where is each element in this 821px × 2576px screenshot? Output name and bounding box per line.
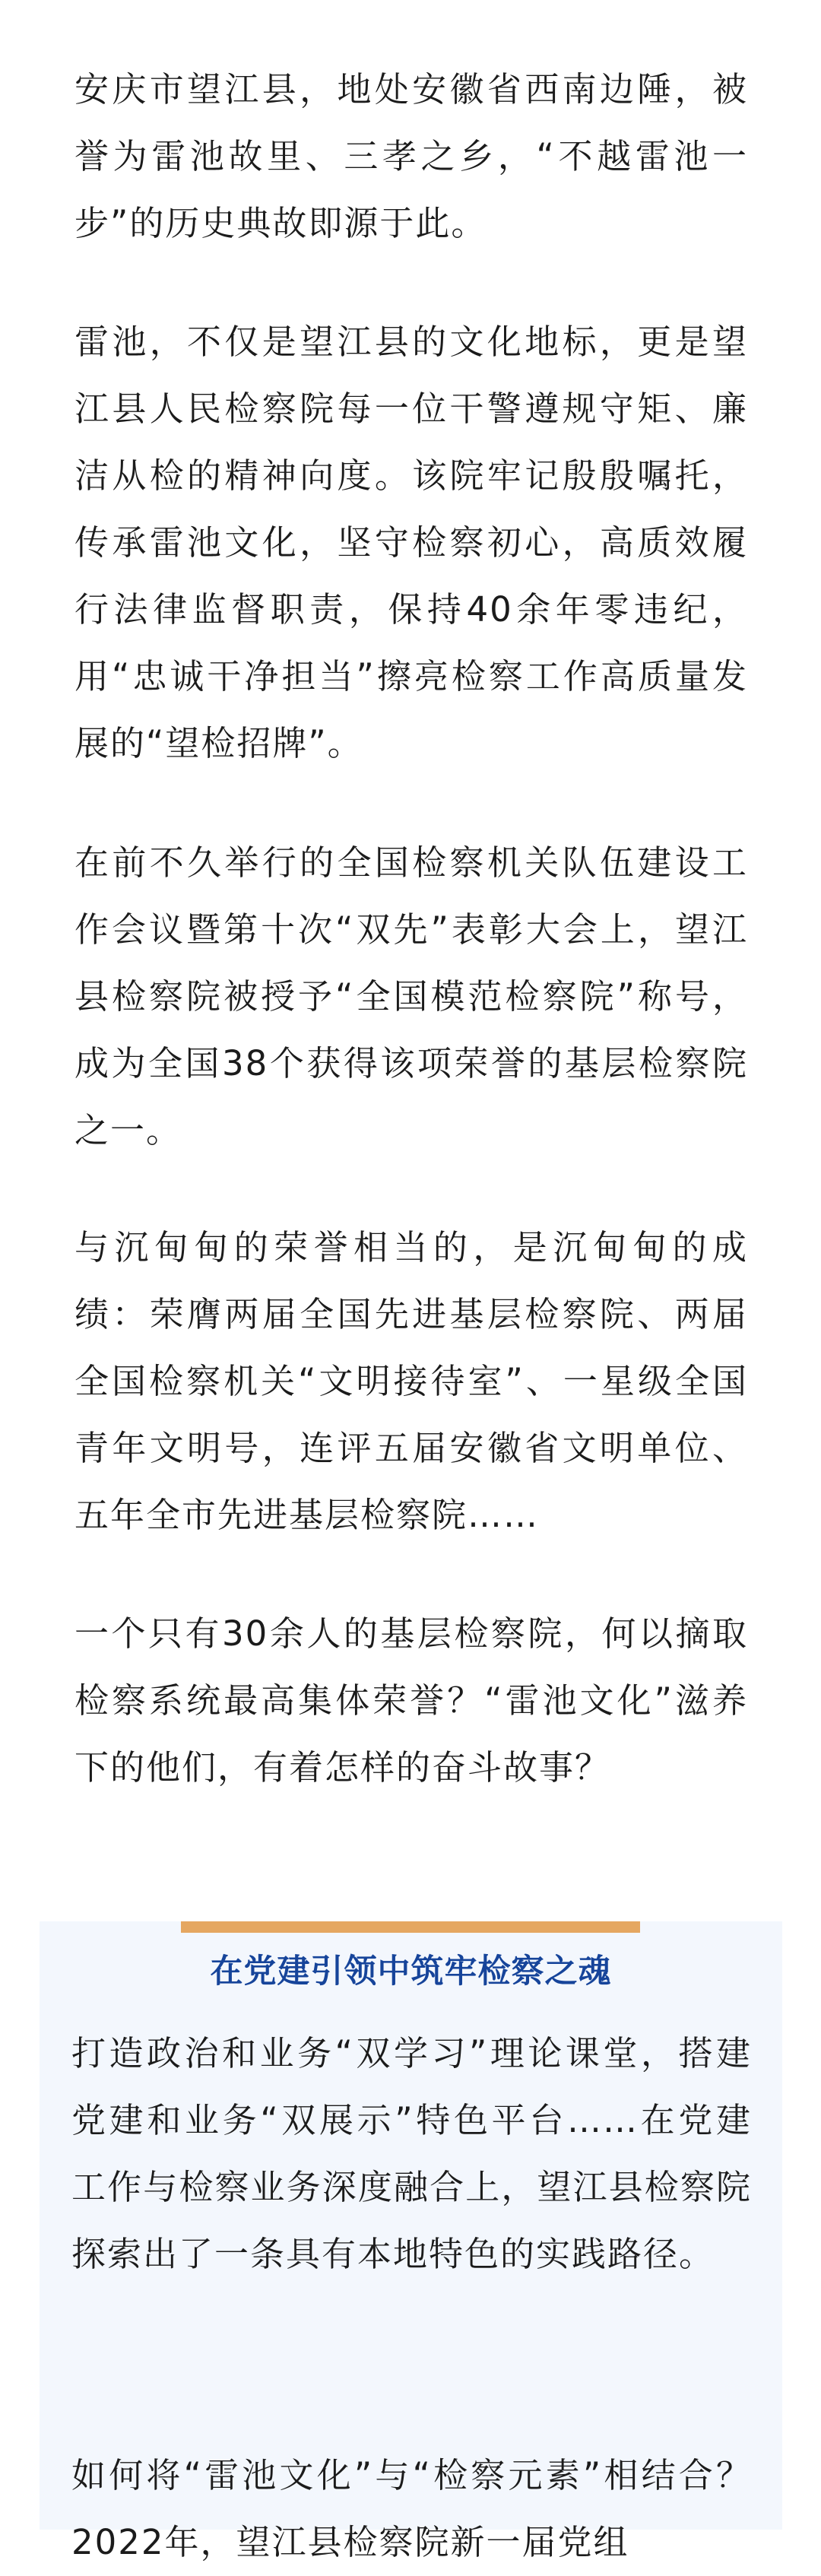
section-accent-bar <box>181 1921 640 1933</box>
section-block <box>40 1921 782 2562</box>
article-paragraph: 与沉甸甸的荣誉相当的，是沉甸甸的成绩：荣膺两届全国先进基层检察院、两届全国检察机关“文明接待室”、一星级全国青年文明号，连评五届安徽省文明单位、五年全市先进基层检察院…… <box>74 1227 748 1535</box>
section-paragraph: 打造政治和业务“双学习”理论课堂，搭建党建和业务“双展示”特色平台……在党建工作与检察业务深度融合上，望江县检察院探索出了一条具有本地特色的实践路径。 <box>71 2033 752 2274</box>
article-paragraph: 安庆市望江县，地处安徽省西南边陲，被誉为雷池故里、三孝之乡，“不越雷池一步”的历史典故即源于此。 <box>74 69 748 243</box>
article-paragraph: 一个只有30余人的基层检察院，何以摘取检察系统最高集体荣誉？“雷池文化”滋养下的他们，有着怎样的奋斗故事？ <box>74 1613 748 1788</box>
section-paragraph: 如何将“雷池文化”与“检察元素”相结合？2022年，望江县检察院新一届党组 <box>71 2455 752 2562</box>
section-title: 在党建引领中筑牢检察之魂 <box>210 1953 612 1991</box>
article-paragraph: 雷池，不仅是望江县的文化地标，更是望江县人民检察院每一位干警遵规守矩、廉洁从检的精神向度。该院牢记殷殷嘱托，传承雷池文化，坚守检察初心，高质效履行法律监督职责，保持40余年零违纪，用“忠诚干净担当”擦亮检察工作高质量发展的“望检招牌”。 <box>74 322 748 763</box>
article-paragraph: 在前不久举行的全国检察机关队伍建设工作会议暨第十次“双先”表彰大会上，望江县检察院被授予“全国模范检察院”称号，成为全国38个获得该项荣誉的基层检察院之一。 <box>74 842 748 1150</box>
